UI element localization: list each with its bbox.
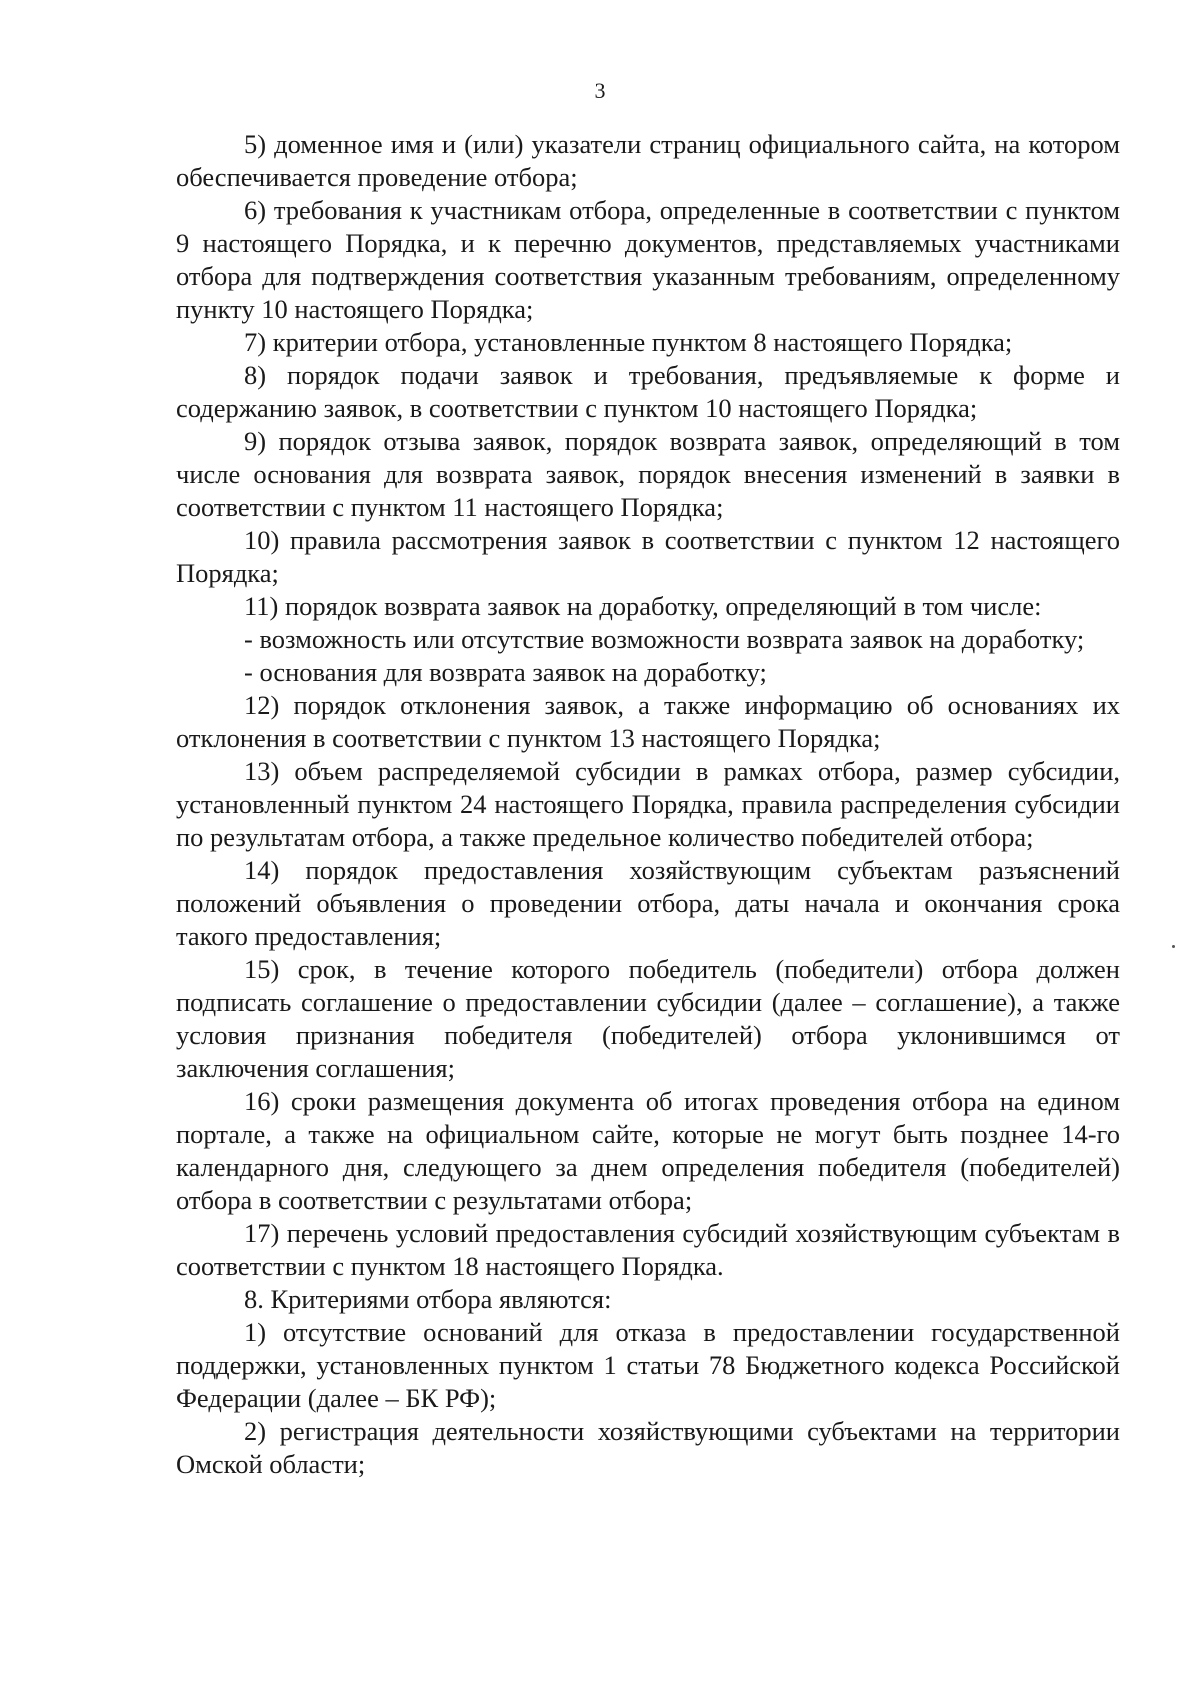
paragraph-item-12: 12) порядок отклонения заявок, а также информацию об основаниях их отклонения в соответствии с пунктом 13 настоящего Порядка; (176, 690, 1120, 753)
paragraph-subitem-11-a: - возможность или отсутствие возможности возврата заявок на доработку; (244, 624, 1085, 654)
paragraph-item-6: 6) требования к участникам отбора, определенные в соответствии с пунктом 9 настоящего Порядка, и к перечню документов, представляемых участниками отбора для подтверждения соответствия указанным требованиям, определенному пункту 10 настоящего Порядка; (176, 195, 1120, 324)
paragraph-item-10: 10) правила рассмотрения заявок в соответствии с пунктом 12 настоящего Порядка; (176, 525, 1120, 588)
paragraph-item-13: 13) объем распределяемой субсидии в рамках отбора, размер субсидии, установленный пунктом 24 настоящего Порядка, правила распределения субсидии по результатам отбора, а также предельное количество победителей отбора; (176, 756, 1120, 852)
paragraph-item-14: 14) порядок предоставления хозяйствующим субъектам разъяснений положений объявления о проведении отбора, даты начала и окончания срока такого предоставления; (176, 855, 1120, 951)
paragraph-item-17: 17) перечень условий предоставления субсидий хозяйствующим субъектам в соответствии с пунктом 18 настоящего Порядка. (176, 1218, 1120, 1281)
criteria-item-2: 2) регистрация деятельности хозяйствующими субъектами на территории Омской области; (176, 1416, 1120, 1479)
criteria-item-1: 1) отсутствие оснований для отказа в предоставлении государственной поддержки, установленных пунктом 1 статьи 78 Бюджетного кодекса Российской Федерации (далее – БК РФ); (176, 1317, 1120, 1413)
scan-speck (1172, 945, 1175, 948)
paragraph-subitem-11-b: - основания для возврата заявок на доработку; (244, 657, 767, 687)
section-heading-8: 8. Критериями отбора являются: (244, 1284, 612, 1314)
paragraph-item-15: 15) срок, в течение которого победитель (победители) отбора должен подписать соглашение о предоставлении субсидии (далее – соглашение), а также условия признания победителя (победителей) отбора уклонившимся от заключения соглашения; (176, 954, 1120, 1083)
paragraph-item-16: 16) сроки размещения документа об итогах проведения отбора на едином портале, а также на официальном сайте, которые не могут быть позднее 14-го календарного дня, следующего за днем определения победителя (победителей) отбора в соответствии с результатами отбора; (176, 1086, 1120, 1215)
paragraph-item-8: 8) порядок подачи заявок и требования, предъявляемые к форме и содержанию заявок, в соответствии с пунктом 10 настоящего Порядка; (176, 360, 1120, 423)
paragraph-item-9: 9) порядок отзыва заявок, порядок возврата заявок, определяющий в том числе основания для возврата заявок, порядок внесения изменений в заявки в соответствии с пунктом 11 настоящего Порядка; (176, 426, 1120, 522)
paragraph-item-7: 7) критерии отбора, установленные пунктом 8 настоящего Порядка; (244, 327, 1013, 357)
document-body (176, 128, 1120, 1481)
paragraph-item-5: 5) доменное имя и (или) указатели страниц официального сайта, на котором обеспечивается проведение отбора; (176, 129, 1120, 192)
paragraph-item-11: 11) порядок возврата заявок на доработку, определяющий в том числе: (244, 591, 1042, 621)
page-number: 3 (594, 78, 606, 103)
